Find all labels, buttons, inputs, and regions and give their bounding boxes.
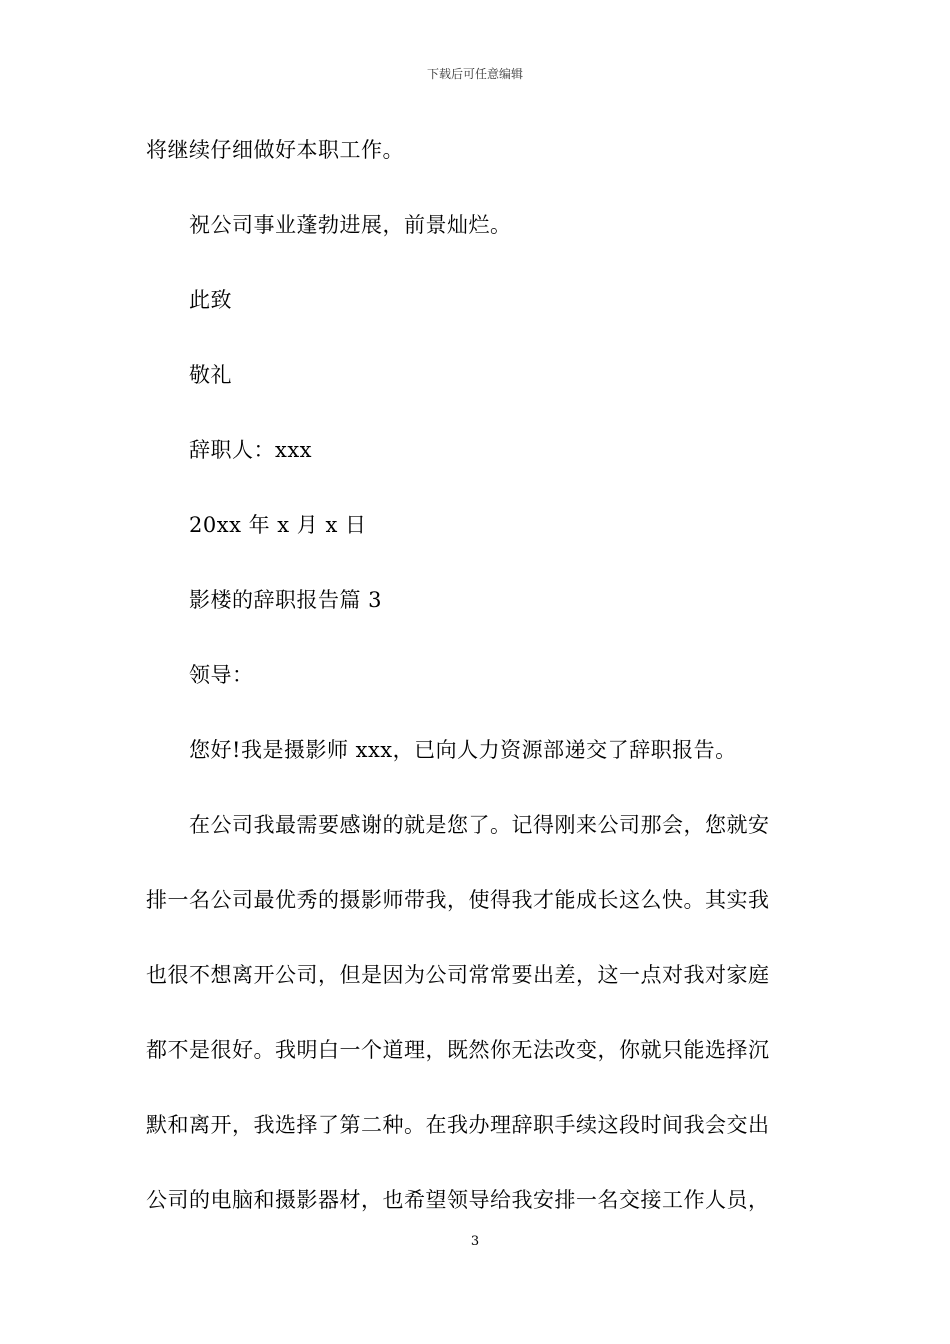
closing-phrase: 此致: [189, 288, 232, 312]
greeting: 领导：: [189, 663, 254, 687]
text-line: 您好!我是摄影师 xxx，已向人力资源部递交了辞职报告。: [189, 738, 737, 762]
text-line: 也很不想离开公司，但是因为公司常常要出差，这一点对我对家庭: [146, 963, 770, 987]
signature-line: 辞职人：xxx: [189, 438, 313, 462]
section-title: 影楼的辞职报告篇 3: [189, 588, 383, 612]
text-line: 在公司我最需要感谢的就是您了。记得刚来公司那会，您就安: [189, 813, 770, 837]
text-line: 将继续仔细做好本职工作。: [146, 138, 404, 162]
text-line: 祝公司事业蓬勃进展，前景灿烂。: [189, 213, 512, 237]
text-line: 公司的电脑和摄影器材，也希望领导给我安排一名交接工作人员，: [146, 1188, 770, 1212]
page-number: 3: [470, 1234, 480, 1249]
date-line: 20xx 年 x 月 x 日: [189, 513, 367, 537]
page-header: 下载后可任意编辑: [426, 67, 523, 81]
text-line: 都不是很好。我明白一个道理，既然你无法改变，你就只能选择沉: [146, 1038, 770, 1062]
closing-salutation: 敬礼: [189, 363, 232, 387]
text-line: 排一名公司最优秀的摄影师带我，使得我才能成长这么快。其实我: [146, 888, 770, 912]
text-line: 默和离开，我选择了第二种。在我办理辞职手续这段时间我会交出: [146, 1113, 770, 1137]
